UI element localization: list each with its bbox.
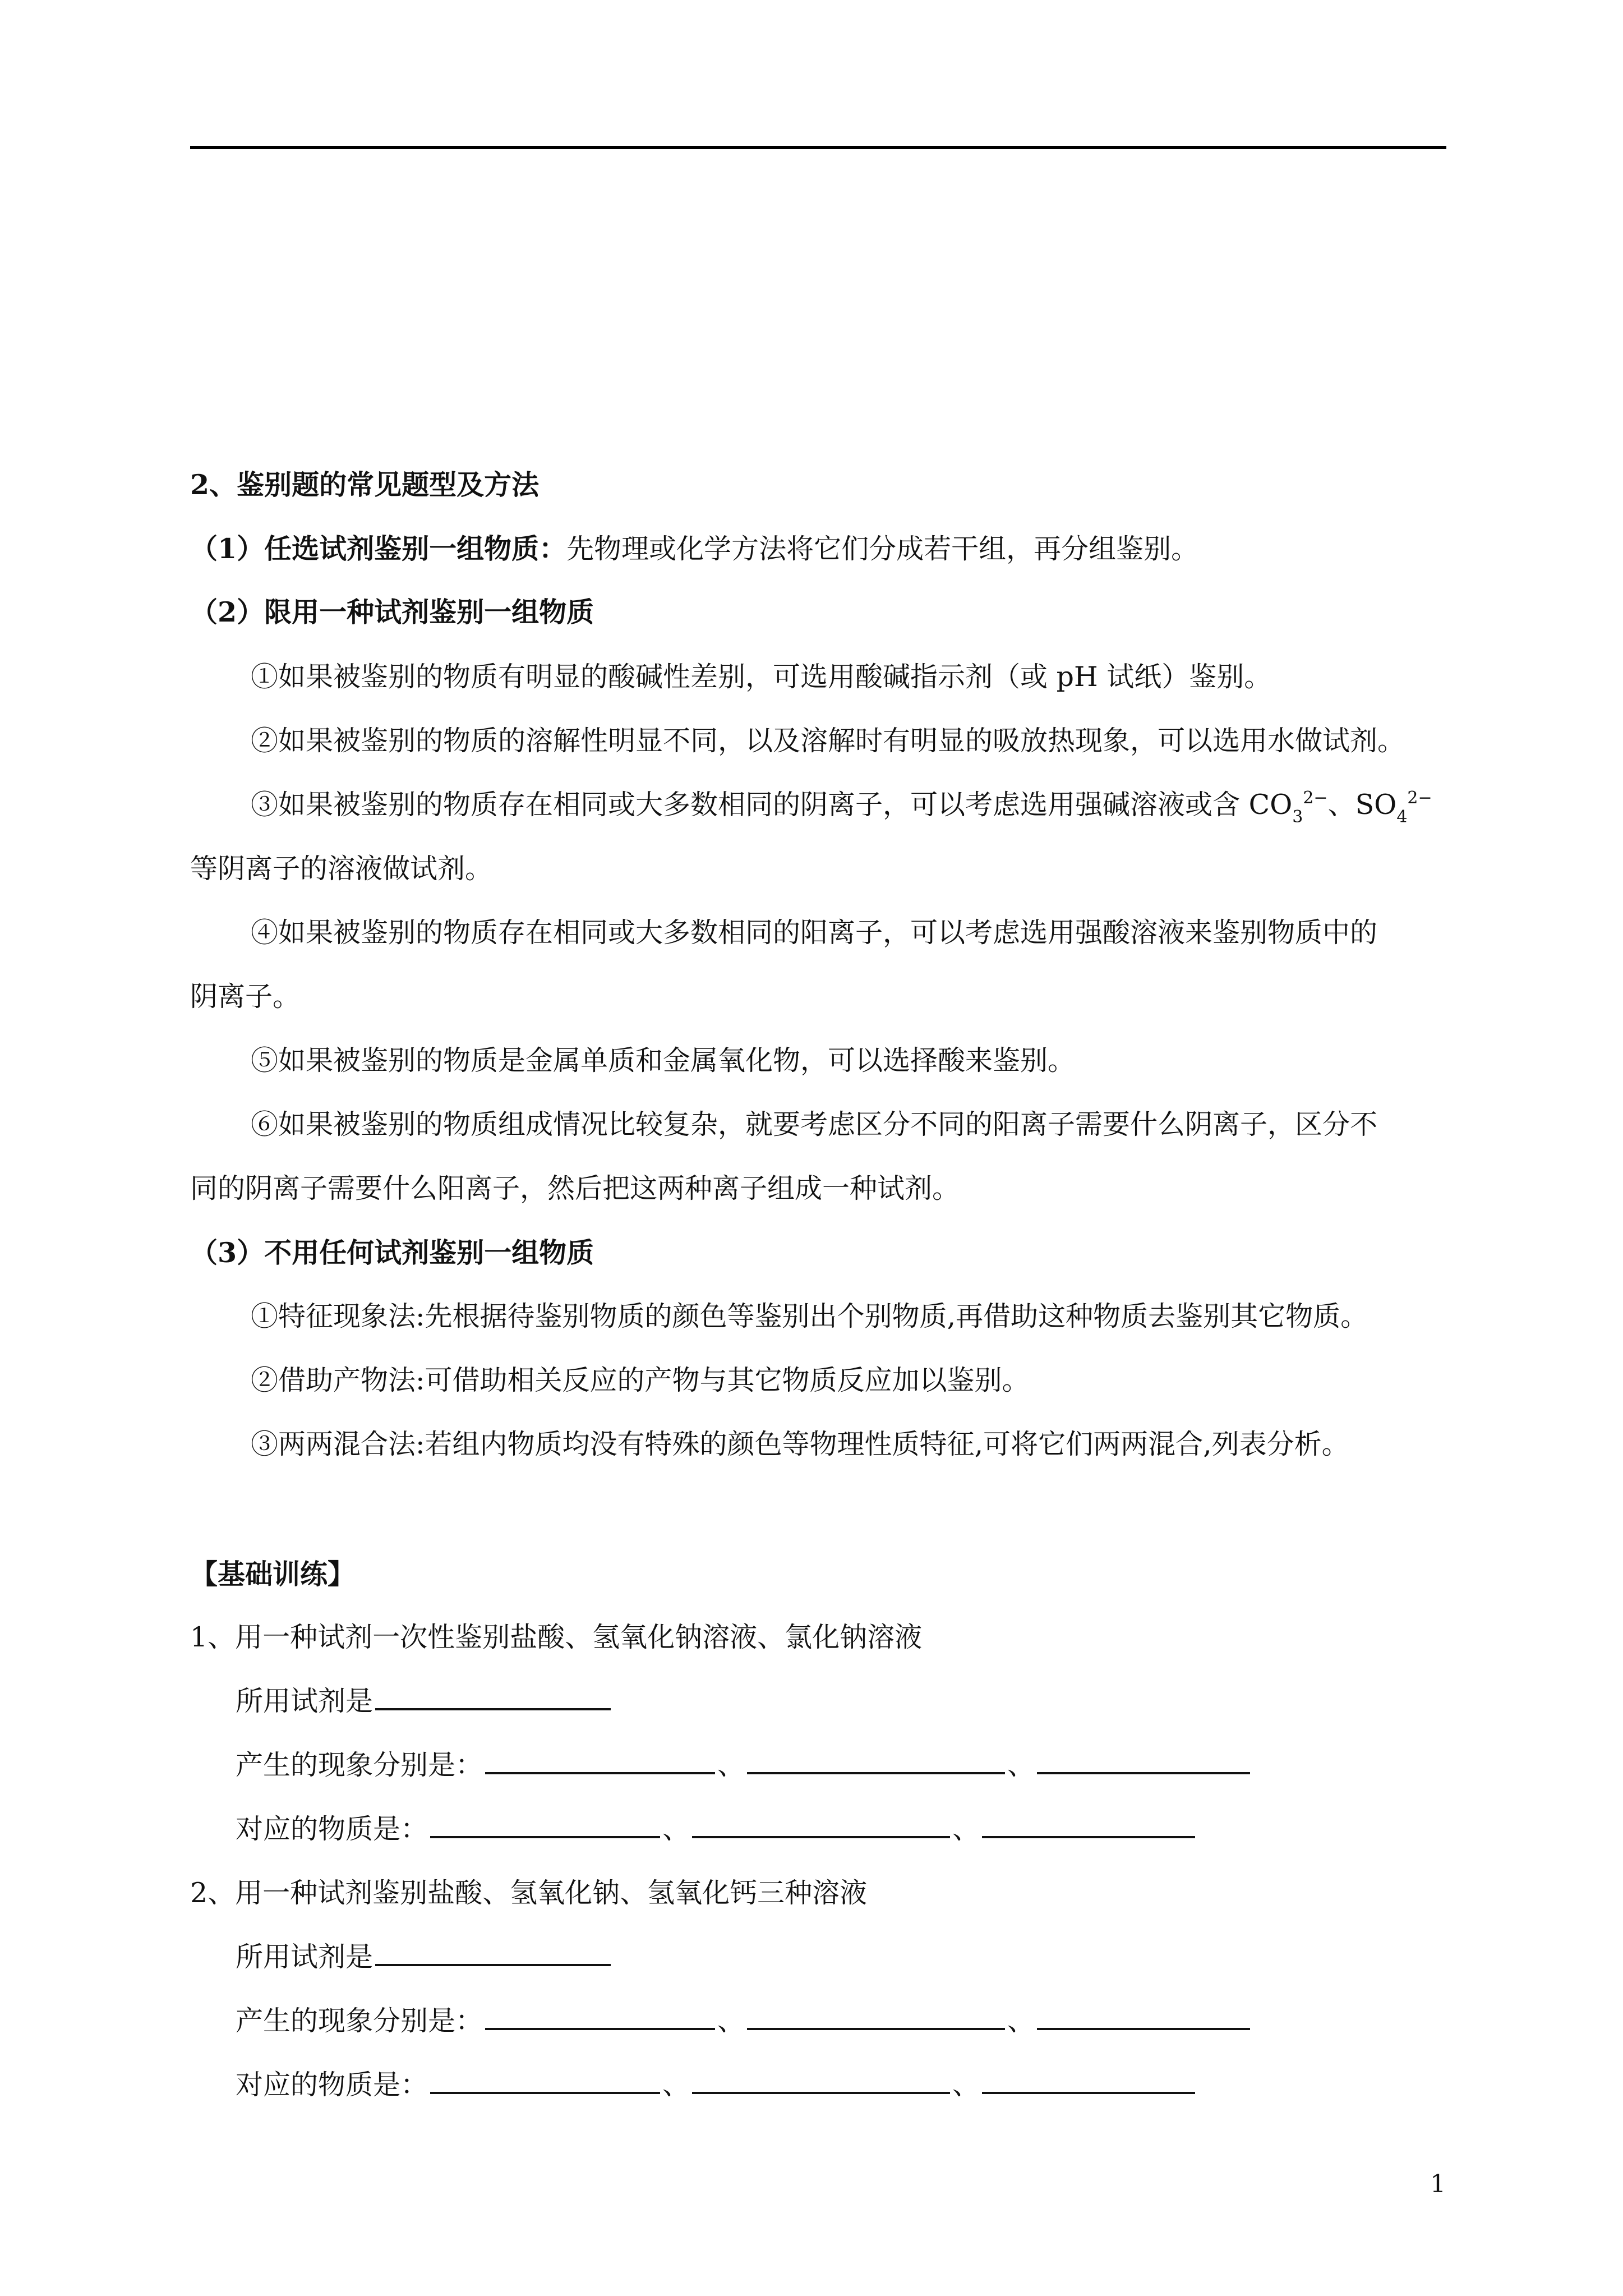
q1-substances-label: 对应的物质是：: [236, 1813, 428, 1845]
sub3-heading: （3）不用任何试剂鉴别一组物质: [190, 1236, 594, 1269]
q1-phenomenon-blank-3[interactable]: [1037, 1750, 1250, 1774]
separator: 、: [717, 2005, 745, 2037]
q1-reagent-blank[interactable]: [375, 1686, 611, 1710]
so4-charge: 2−: [1407, 788, 1432, 808]
q2-reagent-label: 所用试剂是: [236, 1941, 374, 1973]
q2-substance-blank-1[interactable]: [430, 2069, 660, 2094]
sub3-item2: ②借助产物法:可借助相关反应的产物与其它物质反应加以鉴别。: [251, 1364, 1030, 1396]
sub2-item3-mid: 、SO: [1327, 789, 1397, 821]
q1-substance-blank-2[interactable]: [692, 1814, 950, 1838]
sub2-item1: ①如果被鉴别的物质有明显的酸碱性差别，可选用酸碱指示剂（或 pH 试纸）鉴别。: [251, 661, 1272, 693]
sub2-item4-line1: ④如果被鉴别的物质存在相同或大多数相同的阳离子，可以考虑选用强酸溶液来鉴别物质中的: [251, 917, 1378, 949]
sub2-item6-line1: ⑥如果被鉴别的物质组成情况比较复杂，就要考虑区分不同的阳离子需要什么阴离子，区分不: [251, 1108, 1378, 1140]
sub1-text: 先物理或化学方法将它们分成若干组，再分组鉴别。: [566, 533, 1199, 565]
separator: 、: [662, 2069, 690, 2101]
separator: 、: [1007, 2005, 1035, 2037]
sub2-item5: ⑤如果被鉴别的物质是金属单质和金属氧化物，可以选择酸来鉴别。: [251, 1045, 1076, 1076]
header-rule: [190, 146, 1446, 149]
q1-phenomena-label: 产生的现象分别是：: [236, 1749, 483, 1781]
q1-phenomena-row: [236, 1749, 1252, 1782]
q2-substance-blank-2[interactable]: [692, 2069, 950, 2094]
q2-substances-row: [236, 2068, 1197, 2102]
practice-heading: 【基础训练】: [190, 1558, 356, 1590]
q1-substances-row: [236, 1812, 1197, 1846]
separator: 、: [952, 2069, 980, 2101]
co3-charge: 2−: [1303, 788, 1328, 808]
q1-phenomenon-blank-2[interactable]: [747, 1750, 1005, 1774]
sub2-item2: ②如果被鉴别的物质的溶解性明显不同，以及溶解时有明显的吸放热现象，可以选用水做试剂。: [251, 725, 1405, 757]
q2-phenomenon-blank-3[interactable]: [1037, 2005, 1250, 2030]
q2-substance-blank-3[interactable]: [982, 2069, 1195, 2094]
q1-reagent-label: 所用试剂是: [236, 1685, 374, 1717]
section-heading: 2、鉴别题的常见题型及方法: [190, 468, 540, 501]
sub2-item6-line2: 同的阴离子需要什么阳离子，然后把这两种离子组成一种试剂。: [190, 1172, 960, 1204]
q2-phenomena-row: [236, 2004, 1252, 2038]
sub2-item3-cont: 等阴离子的溶液做试剂。: [190, 853, 493, 885]
sub2-item4-line2: 阴离子。: [190, 981, 301, 1013]
q2-substances-label: 对应的物质是：: [236, 2069, 428, 2101]
separator: 、: [662, 1813, 690, 1845]
q1-phenomenon-blank-1[interactable]: [485, 1750, 715, 1774]
q1-substance-blank-1[interactable]: [430, 1814, 660, 1838]
sub3-item3: ③两两混合法:若组内物质均没有特殊的颜色等物理性质特征,可将它们两两混合,列表分析。: [251, 1428, 1349, 1460]
q2-reagent-row: [236, 1940, 613, 1974]
sub1-line: [190, 532, 1198, 566]
separator: 、: [717, 1749, 745, 1781]
sub2-heading: （2）限用一种试剂鉴别一组物质: [190, 596, 594, 628]
q1-substance-blank-3[interactable]: [982, 1814, 1195, 1838]
sub2-item3-pre: ③如果被鉴别的物质存在相同或大多数相同的阴离子，可以考虑选用强碱溶液或含 CO: [251, 789, 1293, 821]
separator: 、: [1007, 1749, 1035, 1781]
page-number: 1: [1430, 2170, 1446, 2198]
co3-subscript: 3: [1292, 807, 1303, 827]
sub3-item1: ①特征现象法:先根据待鉴别物质的颜色等鉴别出个别物质,再借助这种物质去鉴别其它物质。: [251, 1300, 1368, 1332]
q2-reagent-blank[interactable]: [375, 1941, 611, 1966]
q1-text: 1、用一种试剂一次性鉴别盐酸、氢氧化钠溶液、氯化钠溶液: [190, 1621, 923, 1653]
q2-text: 2、用一种试剂鉴别盐酸、氢氧化钠、氢氧化钙三种溶液: [190, 1877, 868, 1909]
separator: 、: [952, 1813, 980, 1845]
sub1-lead: （1）任选试剂鉴别一组物质：: [190, 532, 567, 565]
sub2-item3: [251, 788, 1432, 827]
so4-subscript: 4: [1396, 807, 1408, 827]
q2-phenomena-label: 产生的现象分别是：: [236, 2005, 483, 2037]
q2-phenomenon-blank-1[interactable]: [485, 2005, 715, 2030]
q1-reagent-row: [236, 1685, 613, 1718]
q2-phenomenon-blank-2[interactable]: [747, 2005, 1005, 2030]
